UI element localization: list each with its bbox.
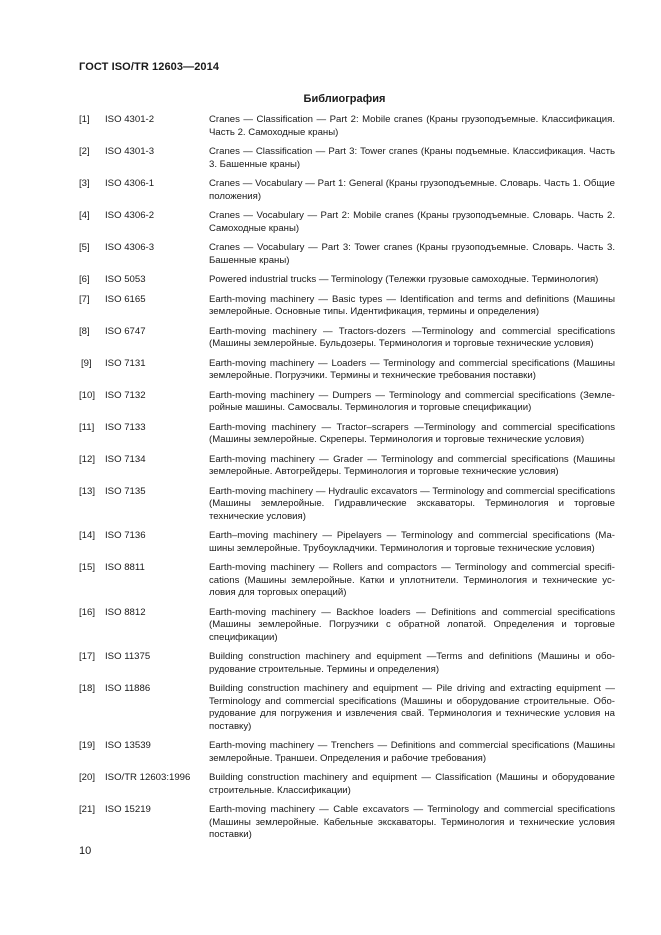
reference-text: Cranes — Classification — Part 3: Tower cranes (Краны подъемные. Классификация. Часть 3. Башенные краны) bbox=[209, 146, 615, 170]
reference-text: Earth-moving machinery — Cable excavators — Terminology and commercial specifications (Машины землеройные. Кабельные экскаваторы. Терминология и технические условия поставки) bbox=[209, 804, 615, 840]
reference-code: ISO 4301-3 bbox=[105, 146, 155, 157]
reference-number: [11] bbox=[79, 421, 95, 433]
reference-number: [7] bbox=[79, 293, 90, 305]
reference-text: Building construction machinery and equipment — Classification (Машины и оборудование строительные. Классификации) bbox=[209, 772, 615, 796]
reference-number: [3] bbox=[79, 178, 90, 189]
reference-number: [12] bbox=[79, 453, 96, 465]
reference-entry bbox=[79, 390, 615, 415]
reference-number: [9] bbox=[81, 357, 92, 369]
reference-entry bbox=[79, 683, 615, 733]
reference-number: [19] bbox=[79, 740, 96, 751]
reference-number: [5] bbox=[79, 242, 90, 253]
reference-code: ISO 7136 bbox=[105, 530, 146, 541]
reference-entry bbox=[79, 294, 615, 319]
reference-number: [2] bbox=[79, 146, 90, 157]
reference-entry bbox=[79, 804, 615, 842]
reference-number: [4] bbox=[79, 210, 90, 221]
reference-entry bbox=[79, 740, 615, 765]
reference-number: [8] bbox=[79, 325, 90, 337]
reference-entry bbox=[79, 607, 615, 645]
reference-code: ISO 7132 bbox=[105, 389, 146, 401]
reference-text: Earth-moving machinery — Backhoe loaders — Definitions and commercial specifications (Машины землеройные. Погрузчики с обратной лопатой. Определения и торговые спецификации) bbox=[209, 606, 615, 643]
reference-number: [16] bbox=[79, 606, 96, 618]
reference-text: Earth-moving machinery — Tractors-dozers —Terminology and commercial specifications (Машины землеройные. Бульдозеры. Терминология и торговые технические условия) bbox=[209, 325, 615, 349]
reference-text: Cranes — Vocabulary — Part 2: Mobile cranes (Краны грузоподъемные. Словарь. Часть 2. Самоходные краны) bbox=[209, 210, 615, 234]
reference-entry bbox=[79, 242, 615, 267]
reference-code: ISO 4306-1 bbox=[105, 178, 155, 189]
reference-entry bbox=[79, 651, 615, 676]
reference-code: ISO 6165 bbox=[105, 293, 146, 305]
bibliography-list bbox=[79, 114, 615, 842]
reference-code: ISO 6747 bbox=[105, 325, 146, 337]
reference-code: ISO 7131 bbox=[105, 357, 146, 369]
reference-text: Building construction machinery and equipment — Pile driving and extracting equipment — Terminology and commercial specifications (Машины и оборудование строительные. Оборудование для погружения и извлечения свай. Терминология и технические условия на поставку) bbox=[209, 683, 615, 732]
page-number: 10 bbox=[79, 845, 92, 857]
reference-text: Earth–moving machinery — Pipelayers — Terminology and commercial specifications (Машины землеройные. Трубоукладчики. Терминология и торговые технические условия) bbox=[209, 530, 615, 554]
reference-text: Earth-moving machinery — Rollers and compactors — Terminology and commercial specifications (Машины землеройные. Катки и уплотнители. Терминология и технические условия для торговых операций) bbox=[209, 562, 615, 598]
reference-text: Earth-moving machinery — Loaders — Terminology and commercial specifications (Машины землеройные. Погрузчики. Термины и технические требования поставки) bbox=[209, 357, 615, 381]
reference-number: [21] bbox=[79, 804, 96, 815]
reference-entry bbox=[79, 562, 615, 600]
reference-code: ISO/TR 12603:1996 bbox=[105, 772, 191, 783]
reference-entry bbox=[79, 326, 615, 351]
reference-entry bbox=[79, 210, 615, 235]
reference-code: ISO 7133 bbox=[105, 421, 146, 433]
reference-number: [14] bbox=[79, 530, 96, 541]
reference-code: ISO 5053 bbox=[105, 274, 146, 285]
reference-entry bbox=[79, 454, 615, 479]
reference-code: ISO 8812 bbox=[105, 606, 146, 618]
reference-number: [20] bbox=[79, 772, 96, 783]
reference-code: ISO 11375 bbox=[105, 651, 151, 662]
reference-number: [6] bbox=[79, 274, 90, 285]
reference-text: Earth-moving machinery — Tractor–scrapers —Terminology and commercial specifications (Машины землеройные. Скреперы. Терминология и торговые технические условия) bbox=[209, 421, 615, 445]
reference-entry bbox=[79, 530, 615, 555]
reference-text: Building construction machinery and equipment —Terms and definitions (Машины и оборудование строительные. Термины и определения) bbox=[209, 651, 615, 675]
reference-text: Powered industrial trucks — Terminology (Тележки грузовые самоходные. Терминология) bbox=[209, 274, 599, 285]
reference-entry bbox=[79, 114, 615, 139]
reference-code: ISO 13539 bbox=[105, 740, 151, 751]
reference-text: Cranes — Vocabulary — Part 3: Tower cranes (Краны грузоподъемные. Словарь. Часть 3. Башенные краны) bbox=[209, 242, 615, 266]
reference-code: ISO 7135 bbox=[105, 485, 146, 497]
reference-entry bbox=[79, 358, 615, 383]
reference-number: [15] bbox=[79, 562, 96, 573]
reference-code: ISO 8811 bbox=[105, 562, 145, 573]
reference-text: Cranes — Classification — Part 2: Mobile cranes (Краны грузоподъемные. Классификация. Часть 2. Самоходные краны) bbox=[209, 114, 615, 138]
reference-number: [10] bbox=[79, 389, 96, 401]
reference-entry bbox=[79, 146, 615, 171]
section-title: Библиография bbox=[303, 93, 386, 105]
reference-code: ISO 4301-2 bbox=[105, 114, 155, 125]
reference-code: ISO 4306-2 bbox=[105, 210, 155, 221]
reference-code: ISO 15219 bbox=[105, 804, 151, 815]
reference-text: Cranes — Vocabulary — Part 1: General (Краны грузоподъемные. Словарь. Часть 1. Общие положения) bbox=[209, 178, 615, 202]
reference-code: ISO 4306-3 bbox=[105, 242, 155, 253]
reference-code: ISO 7134 bbox=[105, 453, 146, 465]
reference-number: [13] bbox=[79, 485, 96, 497]
reference-entry bbox=[79, 772, 615, 797]
reference-entry bbox=[79, 422, 615, 447]
reference-entry bbox=[79, 274, 615, 287]
reference-number: [18] bbox=[79, 683, 96, 694]
reference-number: [1] bbox=[79, 114, 90, 125]
reference-entry bbox=[79, 486, 615, 524]
reference-text: Earth-moving machinery — Grader — Terminology and commercial specifications (Машины землеройные. Автогрейдеры. Терминология и торговые технические условия) bbox=[209, 453, 615, 477]
reference-text: Earth-moving machinery — Trenchers — Definitions and commercial specifications (Машины землеройные. Траншеи. Определения и рабочие требования) bbox=[209, 740, 615, 764]
reference-text: Earth-moving machinery — Hydraulic excavators — Terminology and commercial specifications (Машины землеройные. Гидравлические экскаваторы. Терминология и торговые технические условия) bbox=[209, 485, 615, 522]
reference-text: Earth-moving machinery — Basic types — Identification and terms and definitions (Машины землеройные. Основные типы. Идентификация, термины и определения) bbox=[209, 293, 615, 317]
reference-entry bbox=[79, 178, 615, 203]
document-header: ГОСТ ISO/TR 12603—2014 bbox=[79, 61, 220, 73]
reference-code: ISO 11886 bbox=[105, 683, 151, 694]
reference-number: [17] bbox=[79, 651, 96, 662]
reference-text: Earth-moving machinery — Dumpers — Terminology and commercial specifications (Землеройные машины. Самосвалы. Терминология и торговые спецификации) bbox=[209, 389, 615, 413]
